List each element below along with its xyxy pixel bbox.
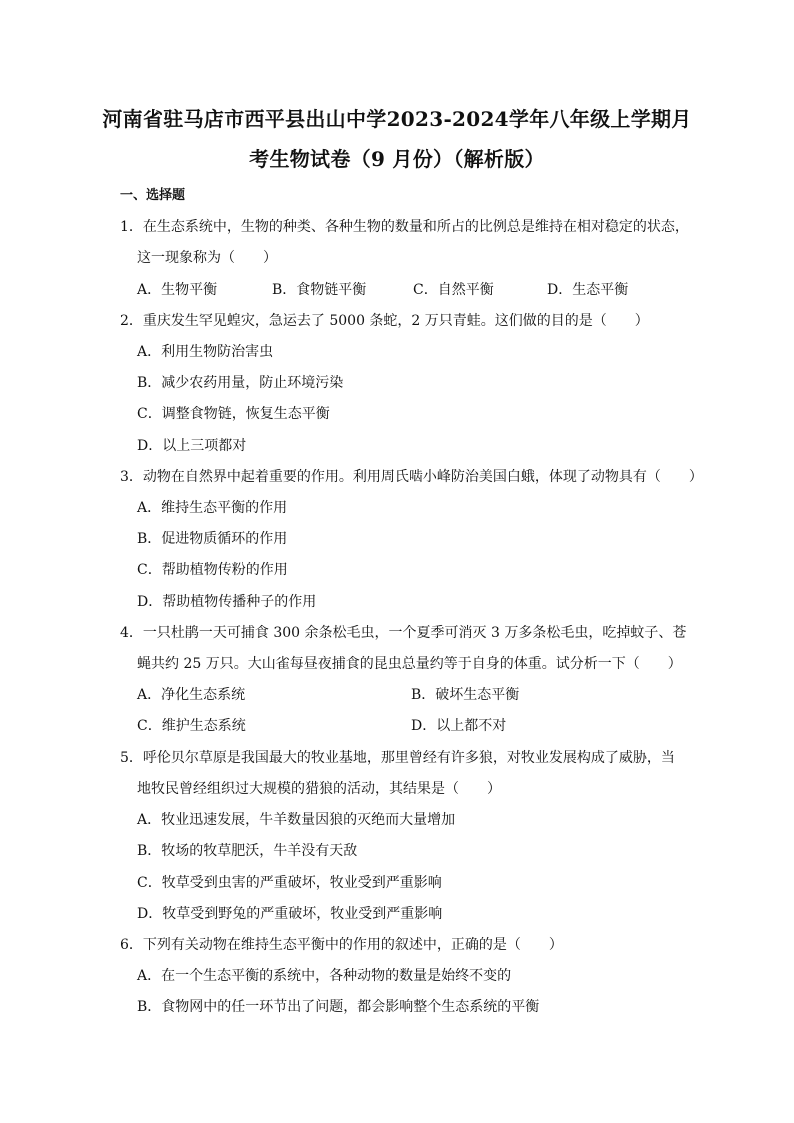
section-heading: 一、选择题 — [120, 188, 186, 203]
q1-option-b: B．食物链平衡 — [272, 282, 367, 298]
q5-option-d: D．牧草受到野兔的严重破坏，牧业受到严重影响 — [137, 906, 443, 922]
title-line-2: 考生物试卷（9 月份）（解析版） — [249, 147, 545, 171]
q1-option-c: C．自然平衡 — [413, 282, 494, 298]
q6-stem: 6．下列有关动物在维持生态平衡中的作用的叙述中，正确的是（ ） — [120, 937, 563, 953]
q1-option-d: D．生态平衡 — [547, 282, 629, 298]
q2-option-c: C．调整食物链，恢复生态平衡 — [137, 406, 330, 422]
q6-option-b: B．食物网中的任一环节出了问题，都会影响整个生态系统的平衡 — [137, 999, 540, 1015]
q3-option-c: C．帮助植物传粉的作用 — [137, 562, 288, 578]
q1-stem-line-1: 1．在生态系统中，生物的种类、各种生物的数量和所占的比例总是维持在相对稳定的状态， — [120, 219, 689, 235]
q3-stem: 3．动物在自然界中起着重要的作用。利用周氏啮小峰防治美国白蛾，体现了动物具有（ ） — [120, 469, 703, 485]
q5-option-a: A．牧业迅速发展，牛羊数量因狼的灭绝而大量增加 — [137, 812, 456, 828]
q2-option-b: B．减少农药用量，防止环境污染 — [137, 375, 344, 391]
q3-option-b: B．促进物质循环的作用 — [137, 531, 288, 547]
q4-option-a: A．净化生态系统 — [137, 687, 246, 703]
q5-option-b: B．牧场的牧草肥沃，牛羊没有天敌 — [137, 843, 358, 859]
q4-option-d: D．以上都不对 — [411, 718, 507, 734]
q1-stem-line-2: 这一现象称为（ ） — [137, 250, 277, 266]
q4-option-b: B．破坏生态平衡 — [411, 687, 520, 703]
title-line-1: 河南省驻马店市西平县出山中学2023-2024学年八年级上学期月 — [102, 107, 692, 131]
q1-option-a: A．生物平衡 — [137, 282, 218, 298]
q4-stem-line-1: 4．一只杜鹃一天可捕食 300 余条松毛虫，一个夏季可消灭 3 万多条松毛虫，吃掉蚊子、苍 — [120, 625, 687, 641]
q5-stem-line-2: 地牧民曾经组织过大规模的猎狼的活动，其结果是（ ） — [137, 781, 501, 797]
q4-stem-line-2: 蝇共约 25 万只。大山雀每昼夜捕食的昆虫总量约等于自身的体重。试分析一下（ ） — [137, 656, 682, 672]
q6-option-a: A．在一个生态平衡的系统中，各种动物的数量是始终不变的 — [137, 968, 512, 984]
q3-option-d: D．帮助植物传播种子的作用 — [137, 594, 317, 610]
q4-option-c: C．维护生态系统 — [137, 718, 246, 734]
q2-stem: 2．重庆发生罕见蝗灾，急运去了 5000 条蛇，2 万只青蛙。这们做的目的是（ ） — [120, 313, 649, 329]
q5-stem-line-1: 5．呼伦贝尔草原是我国最大的牧业基地，那里曾经有许多狼，对牧业发展构成了威胁，当 — [120, 750, 675, 766]
q2-option-a: A．利用生物防治害虫 — [137, 344, 274, 360]
q5-option-c: C．牧草受到虫害的严重破坏，牧业受到严重影响 — [137, 875, 442, 891]
q2-option-d: D．以上三项都对 — [137, 438, 247, 454]
q3-option-a: A．维持生态平衡的作用 — [137, 500, 288, 516]
